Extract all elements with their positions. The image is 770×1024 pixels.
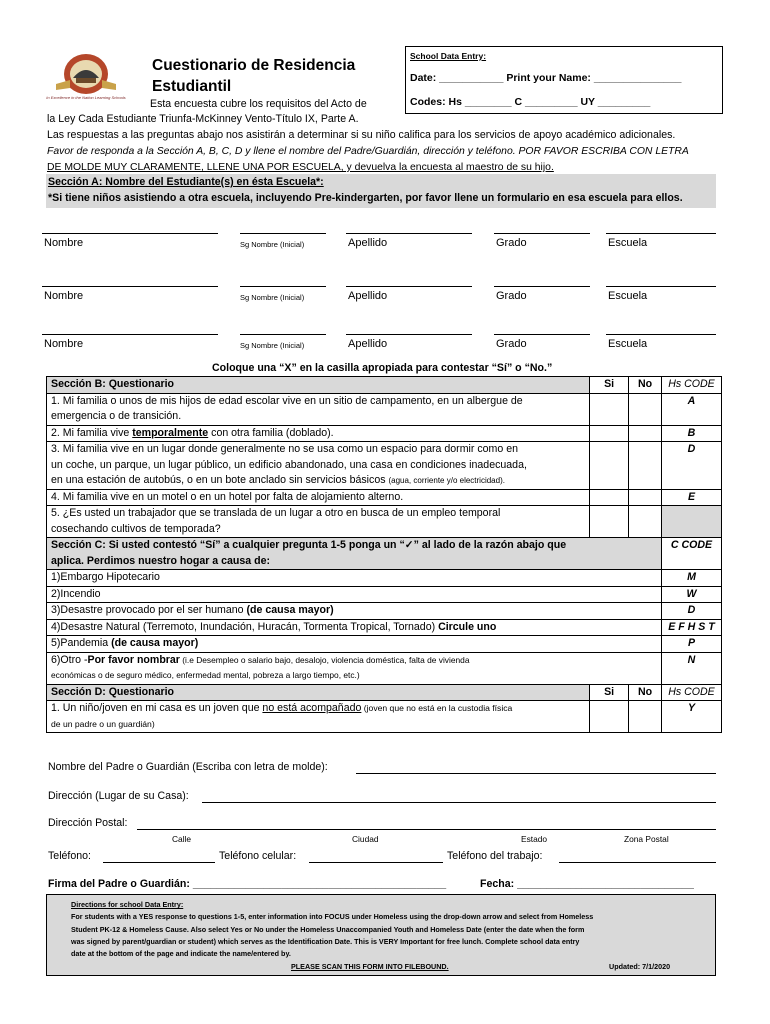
reason-row[interactable] <box>47 636 722 653</box>
code-cell-empty <box>662 506 722 538</box>
postal-address-field[interactable] <box>137 817 716 830</box>
address-field[interactable] <box>202 790 716 803</box>
reason-row[interactable] <box>47 570 722 587</box>
reason-6-text: 6)Otro - <box>51 653 88 666</box>
code-cell: Y <box>662 701 722 733</box>
grado-label: Grado <box>496 237 527 249</box>
grado-field[interactable] <box>494 334 590 335</box>
address-label: Dirección (Lugar de su Casa): <box>48 790 189 802</box>
section-b-title: Sección B: Questionario <box>47 377 590 394</box>
section-d-title: Sección D: Questionario <box>47 684 590 701</box>
reason-6-emphasis: Por favor nombrar <box>87 653 180 666</box>
directions-title: Directions for school Data Entry: <box>71 900 184 909</box>
section-c-title-line-2: aplica. Perdimos nuestro hogar a causa de: <box>51 554 271 567</box>
directions-box <box>46 894 716 976</box>
question-5-line-2: cosechando cultivos de temporada? <box>51 522 221 535</box>
reason-4-emphasis: Circule uno <box>438 620 497 633</box>
no-checkbox[interactable] <box>629 506 662 538</box>
logo-tagline: In Excellence in the Nation Learning Schools <box>46 95 126 100</box>
form-title <box>152 55 392 97</box>
apellido-field[interactable] <box>346 334 472 335</box>
school-data-entry-date-line[interactable]: Date: ___________ Print your Name: _______________ <box>410 72 682 84</box>
no-checkbox[interactable] <box>629 393 662 425</box>
parent-name-field[interactable] <box>356 761 716 774</box>
code-cell: E <box>662 489 722 506</box>
code-cell: B <box>662 425 722 442</box>
nombre-field[interactable] <box>42 334 218 335</box>
intro-line-5: DE MOLDE MUY CLARAMENTE, LLENE UNA POR ESCUELA, y devuelva la encuesta al maestro de su hijo. <box>47 162 554 173</box>
section-d-question-text: 1. Un niño/joven en mi casa es un joven que <box>51 702 263 714</box>
si-header: Si <box>590 377 629 394</box>
escuela-label: Escuela <box>608 338 648 350</box>
updated-date: Updated: 7/1/2020 <box>609 962 671 971</box>
section-b-header-row <box>47 377 722 394</box>
date-field[interactable]: Fecha: ______________________________ <box>480 878 694 890</box>
question-2-text-end: con otra familia (doblado). <box>208 426 334 439</box>
title-line-1: Cuestionario de Residencia <box>152 57 356 74</box>
code-cell: D <box>662 603 722 620</box>
question-3-line-2: un coche, un parque, un lugar público, un edificio abandonado, una casa en condiciones inadecuada, <box>51 458 527 471</box>
question-5-line-1: 5. ¿Es usted un trabajador que se translada de un lugar a otro en busca de un empleo temporal <box>51 507 501 519</box>
questionnaire-table <box>46 376 722 733</box>
section-d-question-emphasis: no está acompañado <box>262 702 362 714</box>
section-d-header-row <box>47 684 722 701</box>
nombre-field[interactable] <box>42 233 218 234</box>
section-d-question-note: (joven que no está en la custodia física <box>361 703 513 713</box>
ciudad-label: Ciudad <box>352 834 379 844</box>
phone-field[interactable] <box>103 850 215 863</box>
directions-line-1: For students with a YES response to questions 1-5, enter information into FOCUS under Homeless using the drop-down arrow and select from Homeless <box>71 912 594 922</box>
school-data-entry-heading: School Data Entry: <box>410 51 487 61</box>
reason-row[interactable] <box>47 619 722 636</box>
si-checkbox[interactable] <box>590 393 629 425</box>
no-checkbox[interactable] <box>629 442 662 490</box>
section-d-question-note-2: de un padre o un guardián) <box>51 718 155 729</box>
apellido-label: Apellido <box>348 290 388 302</box>
sg-nombre-field[interactable] <box>240 286 326 287</box>
question-row <box>47 701 722 733</box>
reason-row[interactable] <box>47 586 722 603</box>
si-header: Si <box>590 684 629 701</box>
sg-nombre-field[interactable] <box>240 233 326 234</box>
section-a-note: *Si tiene niños asistiendo a otra escuela, incluyendo Pre-kindergarten, por favor llene un formulario en esa escuela para ellos. <box>48 192 683 204</box>
escuela-label: Escuela <box>608 237 648 249</box>
grado-field[interactable] <box>494 233 590 234</box>
reason-6-examples-2: económicas o de seguro médico, enfermedad mental, pobreza a largo tiempo, etc.) <box>51 670 360 680</box>
question-3-line-1: 3. Mi familia vive en un lugar donde generalmente no se usa como un espacio para dormir como en <box>51 443 518 455</box>
section-a-title: Sección A: Nombre del Estudiante(s) en ésta Escuela*: <box>48 176 324 188</box>
intro-line-3: Las respuestas a las preguntas abajo nos asistirán a determinar si su niño califica para los servicios de apoyo académico adicionales. <box>47 129 676 141</box>
school-data-entry-codes-line[interactable]: Codes: Hs ________ C _________ UY _________ <box>410 96 651 108</box>
cell-phone-label: Teléfono celular: <box>219 850 297 862</box>
sg-nombre-label: Sg Nombre (Inicial) <box>240 293 305 302</box>
section-a-header <box>46 174 716 208</box>
question-row <box>47 489 722 506</box>
code-cell: D <box>662 442 722 490</box>
escuela-field[interactable] <box>606 334 716 335</box>
intro-line-4: Favor de responda a la Sección A, B, C, D y llene el nombre del Padre/Guardián, dirección y teléfono. POR FAVOR ESCRIBA CON LETRA <box>47 146 689 157</box>
question-row <box>47 442 722 490</box>
si-checkbox[interactable] <box>590 506 629 538</box>
question-row <box>47 425 722 442</box>
code-cell: A <box>662 393 722 425</box>
directions-line-4: date at the bottom of the page and indicate the name/entered by. <box>71 949 291 959</box>
reason-3-text: 3)Desastre provocado por el ser humano <box>51 604 247 616</box>
code-cell: N <box>662 652 722 684</box>
no-checkbox[interactable] <box>629 425 662 442</box>
answer-instruction: Coloque una “X” en la casilla apropiada para contestar “Sí” o “No.” <box>212 362 553 374</box>
si-checkbox[interactable] <box>590 701 629 733</box>
nombre-label: Nombre <box>44 290 84 302</box>
scan-instruction: PLEASE SCAN THIS FORM INTO FILEBOUND. <box>291 962 449 971</box>
intro-line-2: la Ley Cada Estudiante Triunfa-McKinney Vento-Título IX, Parte A. <box>47 113 359 125</box>
no-header: No <box>629 377 662 394</box>
question-2-emphasis: temporalmente <box>132 426 209 439</box>
school-data-entry-box <box>405 46 723 114</box>
escuela-label: Escuela <box>608 290 648 302</box>
question-4-text: 4. Mi familia vive en un motel o en un hotel por falta de alojamiento alterno. <box>47 489 590 506</box>
sg-nombre-field[interactable] <box>240 334 326 335</box>
directions-line-2: Student PK-12 & Homeless Cause. Also select Yes or No under the Homeless Unaccompanied Youth and Homeless Date (enter the date when the form <box>71 924 585 934</box>
grado-field[interactable] <box>494 286 590 287</box>
reason-row[interactable] <box>47 652 722 684</box>
reason-row[interactable] <box>47 603 722 620</box>
nombre-label: Nombre <box>44 237 84 249</box>
grado-label: Grado <box>496 338 527 350</box>
no-header: No <box>629 684 662 701</box>
section-c-header-row <box>47 538 722 570</box>
sg-nombre-label: Sg Nombre (Inicial) <box>240 341 305 350</box>
school-logo <box>46 50 126 106</box>
phone-label: Teléfono: <box>48 850 91 862</box>
work-phone-label: Teléfono del trabajo: <box>447 850 543 862</box>
apellido-field[interactable] <box>346 286 472 287</box>
postal-address-label: Dirección Postal: <box>48 817 128 829</box>
apellido-label: Apellido <box>348 237 388 249</box>
c-code-header: C CODE <box>662 538 722 570</box>
question-2-text: 2. Mi familia vive <box>51 426 133 439</box>
question-3-line-3: en una estación de autobús, o en un bote anclado sin servicios básicos <box>51 474 389 486</box>
reason-2-text[interactable]: 2)Incendio <box>47 586 662 603</box>
reason-1-text[interactable]: 1)Embargo Hipotecario <box>47 570 662 587</box>
si-checkbox[interactable] <box>590 489 629 506</box>
si-checkbox[interactable] <box>590 442 629 490</box>
reason-5-emphasis: (de causa mayor) <box>111 637 199 649</box>
grado-label: Grado <box>496 290 527 302</box>
nombre-field[interactable] <box>42 286 218 287</box>
reason-3-emphasis: (de causa mayor) <box>246 604 334 616</box>
work-phone-field[interactable] <box>559 850 716 863</box>
apellido-label: Apellido <box>348 338 388 350</box>
code-cell: P <box>662 636 722 653</box>
question-row <box>47 506 722 538</box>
code-cell[interactable]: E F H S T <box>662 619 722 636</box>
si-checkbox[interactable] <box>590 425 629 442</box>
nombre-label: Nombre <box>44 338 84 350</box>
code-cell: W <box>662 586 722 603</box>
parent-name-label: Nombre del Padre o Guardián (Escriba con letra de molde): <box>48 761 328 773</box>
question-3-note: (agua, corriente y/o electricidad). <box>388 476 505 485</box>
reason-6-examples: (i.e Desempleo o salario bajo, desalojo, violencia doméstica, falta de vivienda <box>179 654 470 665</box>
hs-code-header: Hs CODE <box>662 684 722 701</box>
code-cell: M <box>662 570 722 587</box>
directions-line-3: was signed by parent/guardian or student) which serves as the Identification Date. This is VERY Important for free lunch. Complete school data entry <box>71 936 580 946</box>
intro-line-1: Esta encuesta cubre los requisitos del Acto de <box>150 98 367 110</box>
estado-label: Estado <box>521 834 548 844</box>
question-1-line-2: emergencia o de transición. <box>51 410 182 422</box>
reason-5-text: 5)Pandemia <box>51 637 112 649</box>
reason-4-text: 4)Desastre Natural (Terremoto, Inundación, Huracán, Tormenta Tropical, Tornado) <box>51 620 439 633</box>
no-checkbox[interactable] <box>629 489 662 506</box>
calle-label: Calle <box>172 834 192 844</box>
title-line-2: Estudiantil <box>152 78 232 95</box>
escuela-field[interactable] <box>606 286 716 287</box>
signature-field[interactable]: Firma del Padre o Guardián: ___________________________________________ <box>48 878 447 890</box>
question-row <box>47 393 722 425</box>
apellido-field[interactable] <box>346 233 472 234</box>
escuela-field[interactable] <box>606 233 716 234</box>
no-checkbox[interactable] <box>629 701 662 733</box>
sg-nombre-label: Sg Nombre (Inicial) <box>240 240 305 249</box>
question-1-line-1: 1. Mi familia o unos de mis hijos de edad escolar vive en un sitio de campamento, en un albergue de <box>51 394 523 407</box>
zona-postal-label: Zona Postal <box>624 834 669 844</box>
section-c-title-line-1: Sección C: Si usted contestó “Sí” a cualquier pregunta 1-5 ponga un “✓” al lado de la razón abajo que <box>51 539 567 551</box>
cell-phone-field[interactable] <box>309 850 443 863</box>
hs-code-header: Hs CODE <box>662 377 722 394</box>
